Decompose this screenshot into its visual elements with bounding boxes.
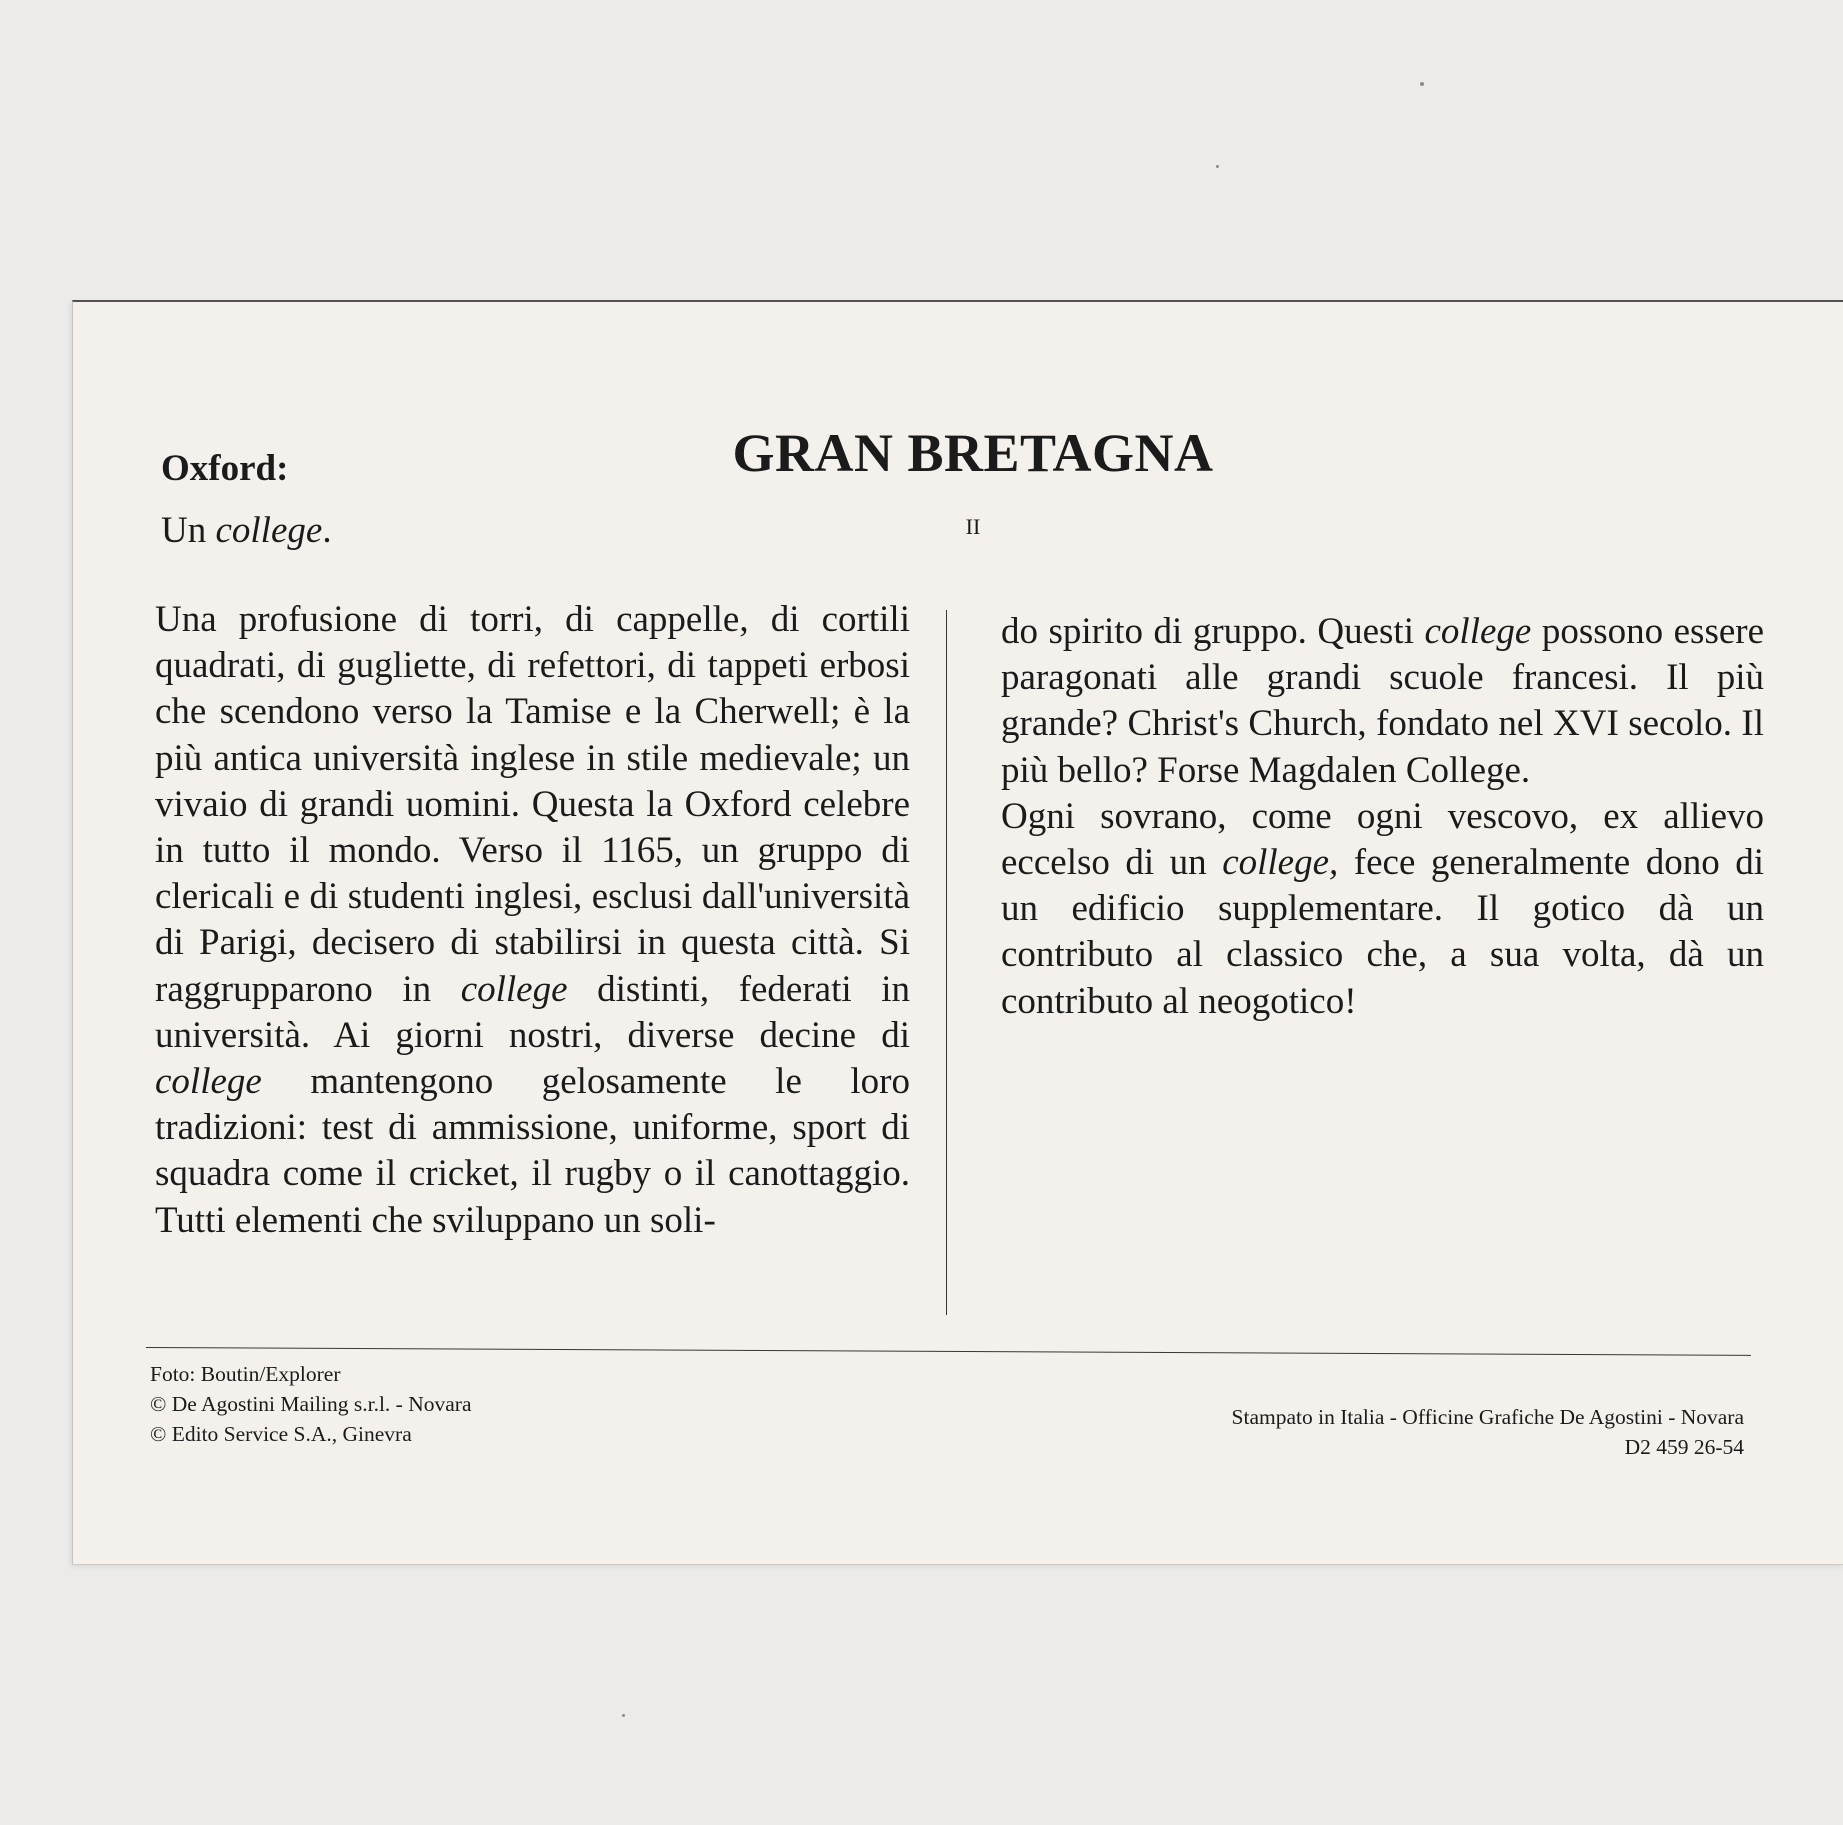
text-column-right: [1001, 609, 1764, 1025]
dust-speck: [622, 1714, 625, 1717]
column-divider: [946, 610, 947, 1315]
paragraph-right-1: do spirito di gruppo. Questi college possono essere paragonati alle grandi scuole francesi. Il più grande? Christ's Church, fondato nel XVI secolo. Il più bello? Forse Magdalen College.: [1001, 611, 1765, 791]
card-subject: Oxford:: [161, 448, 289, 489]
paragraph-right-2: Ogni sovrano, come ogni vescovo, ex allievo eccelso di un college, fece generalmente dono di un edificio supplementare. Il gotico dà un contributo al classico che, a sua volta, dà un contributo al neogotico!: [1001, 795, 1764, 1022]
copyright-line-2: © Edito Service S.A., Ginevra: [150, 1422, 412, 1446]
credits: [150, 1359, 471, 1449]
product-code: D2 459 26-54: [1624, 1435, 1744, 1459]
printer-line: Stampato in Italia - Officine Grafiche De Agostini - Novara: [1231, 1405, 1744, 1429]
caption-prefix: Un: [161, 510, 216, 551]
dust-speck: [1420, 82, 1424, 86]
card-back: [72, 300, 1843, 1565]
caption-suffix: .: [322, 510, 332, 551]
card-caption: [161, 509, 332, 552]
caption-italic: college: [215, 510, 323, 551]
footer-rule: [146, 1347, 1751, 1356]
printer-info: [1232, 1402, 1744, 1462]
paragraph-left-1: Una profusione di torri, di cappelle, di cortili quadrati, di gugliette, di refettori, di tappeti erbosi che scendono verso la Tamise e la Cherwell; è la più antica università inglese in stile medievale; un vivaio di grandi uomini. Questa la Oxford celebre in tutto il mondo. Verso il 1165, un gruppo di clericali e di studenti inglesi, esclusi dall'università di Parigi, decisero di stabilirsi in questa città. Si raggrupparono in college distinti, federati in università. Ai giorni nostri, diverse decine di college mantengono gelosamente le loro tradizioni: test di ammissione, uniforme, sport di squadra come il cricket, il rugby o il canottaggio. Tutti elementi che sviluppano un soli-: [155, 599, 910, 1241]
card-title: GRAN BRETAGNA: [732, 423, 1214, 483]
card-number: II: [965, 514, 981, 539]
dust-speck: [1216, 165, 1219, 168]
copyright-line-1: © De Agostini Mailing s.r.l. - Novara: [150, 1392, 472, 1416]
photo-credit: Foto: Boutin/Explorer: [150, 1362, 341, 1386]
text-column-left: [155, 597, 910, 1244]
